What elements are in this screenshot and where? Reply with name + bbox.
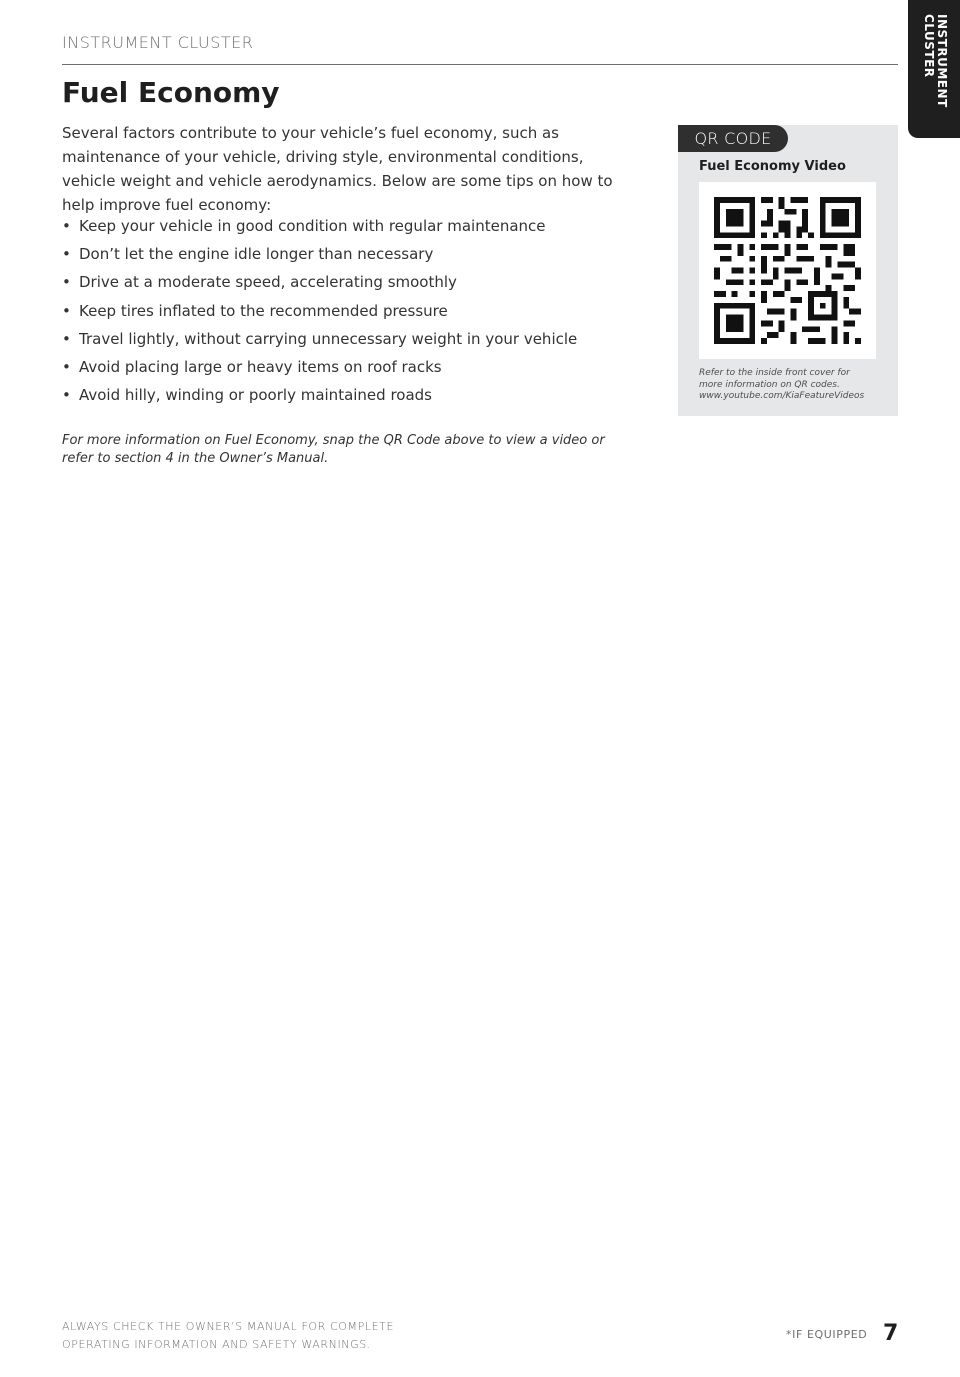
- list-item: [62, 216, 652, 244]
- bullet-icon: •: [62, 329, 71, 348]
- list-item: [62, 272, 652, 300]
- header-divider: [62, 64, 898, 65]
- bullet-icon: •: [62, 386, 71, 405]
- qr-code-badge: QR CODE: [678, 125, 788, 152]
- tip-text: Keep your vehicle in good condition with regular maintenance: [79, 217, 546, 235]
- tip-text: Avoid hilly, winding or poorly maintained roads: [79, 386, 432, 405]
- tip-text: Avoid placing large or heavy items on roof racks: [79, 357, 442, 376]
- list-item: [62, 329, 652, 357]
- list-item: [62, 385, 652, 413]
- bullet-icon: •: [62, 245, 71, 264]
- tip-text: Don’t let the engine idle longer than necessary: [79, 245, 434, 264]
- intro-paragraph: Several factors contribute to your vehicle’s fuel economy, such as maintenance of your vehicle, driving style, environmental conditions, vehicle weight and vehicle aerodynamics. Below are some tips on how to help improve fuel economy:: [62, 124, 613, 214]
- qr-code-panel: [678, 125, 898, 416]
- qr-reference-url[interactable]: www.youtube.com/KiaFeatureVideos: [699, 391, 865, 401]
- bullet-icon: •: [62, 357, 71, 376]
- list-item: [62, 357, 652, 385]
- tip-text: Drive at a moderate speed, accelerating smoothly: [79, 273, 457, 292]
- footer-disclaimer-line-2: OPERATING INFORMATION AND SAFETY WARNINGS.: [62, 1338, 371, 1351]
- qr-video-title: Fuel Economy Video: [699, 159, 846, 174]
- page-title: Fuel Economy: [62, 76, 280, 109]
- qr-reference-note: [699, 368, 894, 403]
- more-info-note: For more information on Fuel Economy, snap the QR Code above to view a video or refer to section 4 in the Owner’s Manual.: [62, 433, 605, 466]
- qr-code-icon[interactable]: [714, 197, 861, 344]
- list-item: [62, 301, 652, 329]
- section-side-tab: [908, 0, 960, 138]
- page-number: 7: [883, 1321, 899, 1346]
- tip-text: Travel lightly, without carrying unnecessary weight in your vehicle: [79, 329, 578, 348]
- qr-code-frame: [699, 182, 876, 359]
- list-item: [62, 244, 652, 272]
- side-tab-line-1: INSTRUMENT: [935, 14, 949, 108]
- if-equipped-note: *IF EQUIPPED: [786, 1328, 868, 1341]
- qr-reference-line-2: more information on QR codes.: [699, 379, 840, 390]
- section-header: INSTRUMENT CLUSTER: [62, 33, 254, 52]
- side-tab-label: [922, 14, 948, 108]
- bullet-icon: •: [62, 273, 71, 292]
- qr-reference-line-1: Refer to the inside front cover for: [699, 368, 850, 378]
- bullet-icon: •: [62, 217, 71, 235]
- tips-list: [62, 216, 652, 413]
- tip-text: Keep tires inflated to the recommended pressure: [79, 301, 448, 320]
- side-tab-line-2: CLUSTER: [922, 14, 936, 78]
- footer-disclaimer-line-1: ALWAYS CHECK THE OWNER’S MANUAL FOR COMPLETE: [62, 1320, 395, 1333]
- footer-disclaimer: [62, 1318, 442, 1354]
- bullet-icon: •: [62, 301, 71, 320]
